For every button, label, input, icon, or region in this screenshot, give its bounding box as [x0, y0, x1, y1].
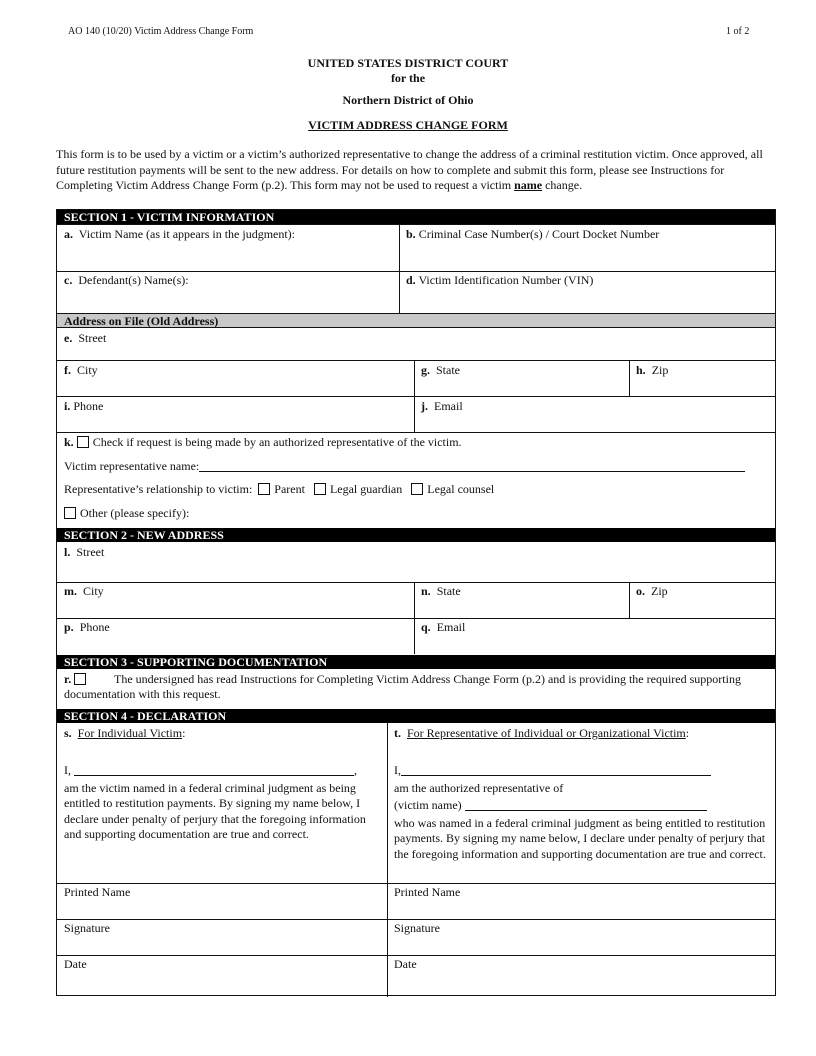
section4-header: SECTION 4 - DECLARATION: [57, 709, 775, 723]
field-t-label: t. For Representative of Individual or Organizational Victim:: [394, 726, 690, 740]
field-q-label[interactable]: q. Email: [421, 620, 466, 634]
field-c-label: c. Defendant(s) Name(s):: [64, 273, 189, 287]
victim-date[interactable]: Date: [64, 957, 87, 971]
represented-victim-blank[interactable]: [465, 810, 707, 811]
field-f-label[interactable]: f. City: [64, 363, 98, 377]
form-id: AO 140 (10/20) Victim Address Change Form: [68, 26, 254, 37]
field-i-label[interactable]: i. Phone: [64, 399, 104, 413]
rep-printed-name[interactable]: Printed Name: [394, 885, 461, 899]
court-name: UNITED STATES DISTRICT COURT: [307, 56, 509, 70]
intro-paragraph: This form is to be used by a victim or a victim’s authorized representative to change the address of a criminal restitution victim. Once approved, all future restitution payments will be sent to the new address. For details on how to complete and submit this form, please see Instructions for Completing Victim Address Change Form (p.2). This form may not be used to request a victim name change.: [56, 147, 763, 192]
rep-name-sig-line[interactable]: I,: [394, 763, 711, 778]
section2-header: SECTION 2 - NEW ADDRESS: [57, 528, 775, 542]
old-address-header: Address on File (Old Address): [57, 313, 775, 328]
court-for: for the: [390, 71, 426, 85]
victim-printed-name[interactable]: Printed Name: [64, 885, 131, 899]
victim-address-form: [56, 209, 776, 996]
name-emphasis: name: [514, 178, 543, 192]
rep-name-line[interactable]: Victim representative name:: [64, 459, 745, 474]
section3-header: SECTION 3 - SUPPORTING DOCUMENTATION: [57, 655, 775, 669]
district-name: Northern District of Ohio: [342, 93, 474, 107]
rep-of-text: am the authorized representative of: [394, 781, 564, 795]
field-a-label: a. Victim Name (as it appears in the judgment):: [64, 227, 296, 241]
field-k: k. Check if request is being made by an authorized representative of the victim.: [64, 435, 462, 449]
victim-signature[interactable]: Signature: [64, 921, 110, 935]
victim-name-line[interactable]: I, ,: [64, 763, 357, 777]
form-title: VICTIM ADDRESS CHANGE FORM: [308, 118, 508, 132]
victim-name-sig-line[interactable]: (victim name): [394, 798, 707, 813]
page-number: 1 of 2: [726, 26, 750, 37]
field-g-label[interactable]: g. State: [421, 363, 460, 377]
other-row: Other (please specify):: [64, 506, 189, 521]
representative-checkbox[interactable]: [77, 436, 89, 448]
field-b-label: b. Criminal Case Number(s) / Court Docket Number: [406, 227, 660, 241]
supporting-doc-text: The undersigned has read Instructions for Completing Victim Address Change Form (p.2) and is providing the required supporting documentation with this request.: [64, 672, 741, 702]
guardian-checkbox[interactable]: [314, 483, 326, 495]
rep-declaration-text: who was named in a federal criminal judgment as being entitled to restitution payments. By signing my name below, I declare under penalty of perjury that the foregoing information and supporting documentation are true and correct.: [394, 816, 766, 861]
relationship-row: Representative’s relationship to victim: Parent Legal guardian Legal counsel: [64, 482, 495, 496]
field-j-label[interactable]: j. Email: [421, 399, 463, 413]
field-d-label: d. Victim Identification Number (VIN): [406, 273, 594, 287]
field-p-label[interactable]: p. Phone: [64, 620, 110, 634]
field-h-label[interactable]: h. Zip: [636, 363, 669, 377]
field-l-label[interactable]: l. Street: [64, 545, 105, 559]
field-r: r.: [64, 672, 90, 687]
section1-header: SECTION 1 - VICTIM INFORMATION: [57, 210, 775, 224]
victim-declaration-text: am the victim named in a federal criminal judgment as being entitled to restitution payments. By signing my name below, I declare under penalty of perjury that the foregoing information and supporting documentation are true and correct.: [64, 781, 366, 841]
field-n-label[interactable]: n. State: [421, 584, 461, 598]
field-o-label[interactable]: o. Zip: [636, 584, 668, 598]
field-m-label[interactable]: m. City: [64, 584, 104, 598]
field-s-label: s. For Individual Victim:: [64, 726, 186, 740]
rep-date[interactable]: Date: [394, 957, 417, 971]
rep-name-blank[interactable]: [199, 471, 745, 472]
field-e-label[interactable]: e. Street: [64, 331, 107, 345]
rep-signature[interactable]: Signature: [394, 921, 440, 935]
victim-name-blank[interactable]: [74, 775, 354, 776]
counsel-checkbox[interactable]: [411, 483, 423, 495]
other-checkbox[interactable]: [64, 507, 76, 519]
parent-checkbox[interactable]: [258, 483, 270, 495]
rep-sig-name-blank[interactable]: [401, 775, 711, 776]
